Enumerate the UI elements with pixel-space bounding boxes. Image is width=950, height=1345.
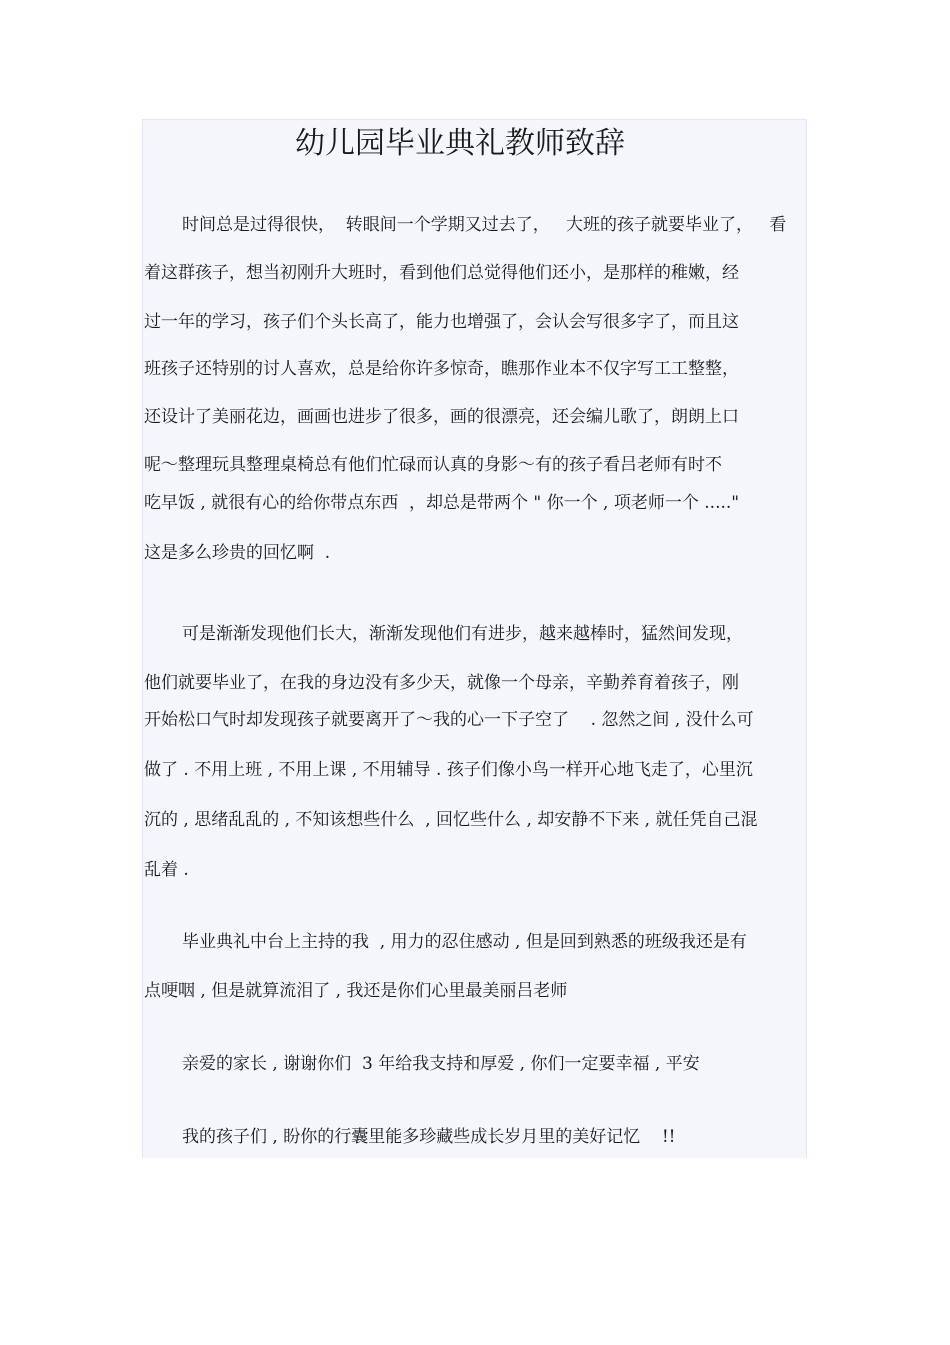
text-line: 亲爱的家长 , 谢谢你们 3 年给我支持和厚爱 , 你们一定要幸福 , 平安 [182, 1054, 700, 1074]
text-line: 做了 . 不用上班 , 不用上课 , 不用辅导 . 孩子们像小鸟一样开心地飞走了，心里沉 [144, 760, 753, 780]
text-line: 他们就要毕业了，在我的身边没有多少天，就像一个母亲，辛勤养育着孩子，刚 [144, 673, 739, 693]
text-line: 时间总是过得很快， 转眼间一个学期又过去了， 大班的孩子就要毕业了， 看 [182, 215, 787, 235]
text-line: 沉的 , 思绪乱乱的 , 不知该想些什么 , 回忆些什么 , 却安静不下来 , 就任凭自己混 [144, 810, 758, 830]
text-line: 着这群孩子，想当初刚升大班时，看到他们总觉得他们还小，是那样的稚嫩，经 [144, 263, 739, 283]
text-line: 毕业典礼中台上主持的我 , 用力的忍住感动 , 但是回到熟悉的班级我还是有 [182, 932, 747, 952]
text-line: 开始松口气时却发现孩子就要离开了～我的心一下子空了 . 忽然之间 , 没什么可 [144, 710, 754, 730]
text-line: 班孩子还特别的讨人喜欢，总是给你许多惊奇，瞧那作业本不仅字写工工整整， [144, 359, 739, 379]
text-line: 乱着 . [144, 860, 189, 880]
text-line: 我的孩子们 , 盼你的行囊里能多珍藏些成长岁月里的美好记忆 !! [182, 1127, 676, 1147]
text-line: 还设计了美丽花边，画画也进步了很多，画的很漂亮，还会编儿歌了，朗朗上口 [144, 407, 739, 427]
document-title: 幼儿园毕业典礼教师致辞 [295, 126, 625, 161]
text-line: 可是渐渐发现他们长大，渐渐发现他们有进步，越来越棒时，猛然间发现， [182, 624, 743, 644]
text-line: 过一年的学习，孩子们个头长高了，能力也增强了，会认会写很多字了，而且这 [144, 312, 739, 332]
text-line: 这是多么珍贵的回忆啊 . [144, 543, 331, 563]
text-line: 呢～整理玩具整理桌椅总有他们忙碌而认真的身影～有的孩子看吕老师有时不 [144, 455, 722, 475]
text-line: 点哽咽 , 但是就算流泪了 , 我还是你们心里最美丽吕老师 [144, 981, 568, 1001]
text-line: 吃早饭 , 就很有心的给你带点东西 ，却总是带两个 " 你一个 , 项老师一个 ....." [144, 493, 740, 513]
